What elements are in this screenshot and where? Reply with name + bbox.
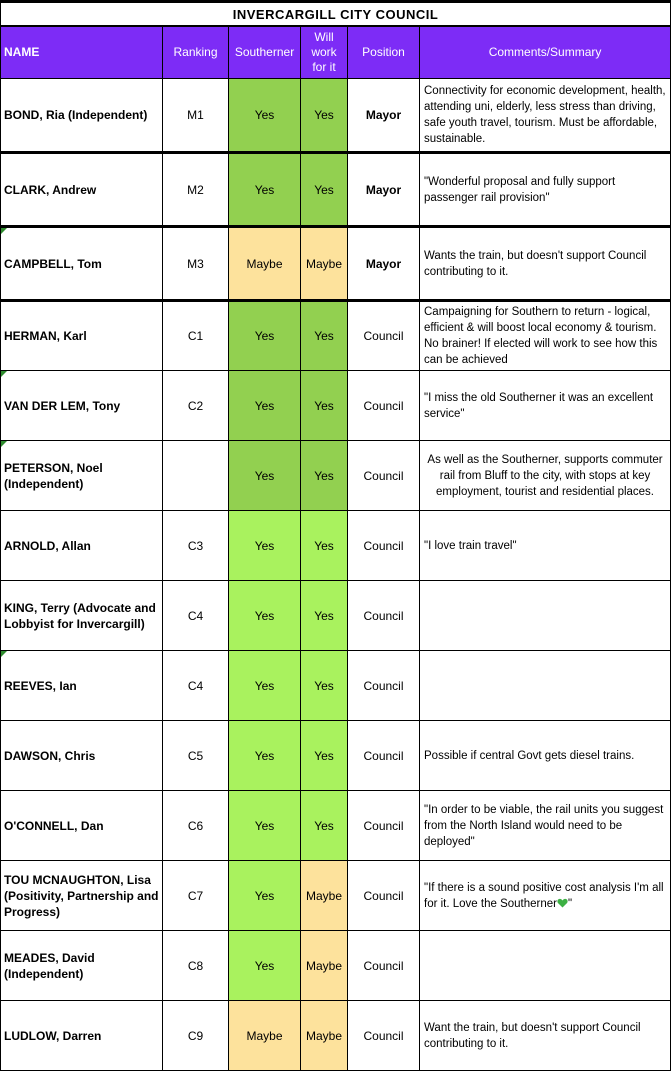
ranking-cell: C3 [163,511,229,581]
comment-cell: "Wonderful proposal and fully support passenger rail provision" [420,153,671,227]
position-cell: Mayor [348,79,420,153]
southerner-cell: Yes [229,153,301,227]
candidate-name: O'CONNELL, Dan [1,791,163,861]
table-row [1,721,671,791]
southerner-cell: Yes [229,861,301,931]
header-ranking: Ranking [163,26,229,79]
ranking-cell: C9 [163,1001,229,1071]
header-position: Position [348,26,420,79]
comment-cell: Possible if central Govt gets diesel trains. [420,721,671,791]
table-row [1,441,671,511]
comment-cell: "In order to be viable, the rail units you suggest from the North Island would need to be deployed" [420,791,671,861]
will-work-cell: Yes [301,791,348,861]
table-row [1,371,671,441]
header-comments: Comments/Summary [420,26,671,79]
will-work-cell: Yes [301,153,348,227]
will-work-cell: Yes [301,301,348,371]
southerner-cell: Yes [229,79,301,153]
ranking-cell: M2 [163,153,229,227]
comment-cell: Connectivity for economic development, health, attending uni, elderly, less stress than driving, safe youth travel, tourism. Must be affordable, sustainable. [420,79,671,153]
southerner-cell: Yes [229,651,301,721]
candidate-name: ARNOLD, Allan [1,511,163,581]
southerner-cell: Yes [229,511,301,581]
will-work-cell: Yes [301,581,348,651]
position-cell: Council [348,511,420,581]
will-work-cell: Maybe [301,931,348,1001]
candidate-name: CLARK, Andrew [1,153,163,227]
will-work-cell: Maybe [301,227,348,301]
comment-cell [420,861,671,931]
position-cell: Council [348,791,420,861]
will-work-cell: Yes [301,651,348,721]
will-work-cell: Maybe [301,1001,348,1071]
position-cell: Council [348,931,420,1001]
candidate-name: HERMAN, Karl [1,301,163,371]
will-work-cell: Yes [301,79,348,153]
position-cell: Council [348,371,420,441]
comment-cell: "I miss the old Southerner it was an excellent service" [420,371,671,441]
will-work-cell: Maybe [301,861,348,931]
ranking-cell [163,441,229,511]
table-row [1,79,671,153]
comment-text: "If there is a sound positive cost analysis I'm all for it. Love the Southerner [424,881,664,910]
candidate-name: BOND, Ria (Independent) [1,79,163,153]
position-cell: Council [348,301,420,371]
sheet-title: INVERCARGILL CITY COUNCIL [1,2,671,27]
ranking-cell: C7 [163,861,229,931]
southerner-cell: Yes [229,791,301,861]
table-row [1,861,671,931]
candidate-name: DAWSON, Chris [1,721,163,791]
comment-cell: Want the train, but doesn't support Council contributing to it. [420,1001,671,1071]
green-heart-icon [557,898,568,908]
ranking-cell: C6 [163,791,229,861]
position-cell: Council [348,441,420,511]
candidate-name: LUDLOW, Darren [1,1001,163,1071]
comment-cell: As well as the Southerner, supports commuter rail from Bluff to the city, with stops at key employment, tourist and residential places. [420,441,671,511]
candidate-name: REEVES, Ian [1,651,163,721]
table-row [1,153,671,227]
table-row [1,931,671,1001]
candidate-name: KING, Terry (Advocate and Lobbyist for Invercargill) [1,581,163,651]
comment-cell: "I love train travel" [420,511,671,581]
header-southerner: Southerner [229,26,301,79]
comment-text-end: " [567,897,573,910]
will-work-cell: Yes [301,721,348,791]
header-name: NAME [1,26,163,79]
ranking-cell: M1 [163,79,229,153]
southerner-cell: Yes [229,301,301,371]
ranking-cell: C2 [163,371,229,441]
ranking-cell: C4 [163,651,229,721]
table-row [1,511,671,581]
table-row [1,651,671,721]
will-work-cell: Yes [301,441,348,511]
ranking-cell: C4 [163,581,229,651]
table-row [1,227,671,301]
southerner-cell: Yes [229,371,301,441]
position-cell: Council [348,861,420,931]
candidate-name: CAMPBELL, Tom [1,227,163,301]
position-cell: Council [348,581,420,651]
position-cell: Council [348,651,420,721]
candidate-name: TOU MCNAUGHTON, Lisa (Positivity, Partnership and Progress) [1,861,163,931]
position-cell: Council [348,721,420,791]
comment-cell [420,581,671,651]
southerner-cell: Maybe [229,1001,301,1071]
position-cell: Council [348,1001,420,1071]
table-row [1,581,671,651]
comment-cell [420,931,671,1001]
southerner-cell: Yes [229,931,301,1001]
candidate-name: PETERSON, Noel (Independent) [1,441,163,511]
southerner-cell: Yes [229,581,301,651]
comment-cell: Wants the train, but doesn't support Council contributing to it. [420,227,671,301]
candidate-name: MEADES, David (Independent) [1,931,163,1001]
position-cell: Mayor [348,227,420,301]
will-work-cell: Yes [301,371,348,441]
will-work-cell: Yes [301,511,348,581]
header-row [1,26,671,79]
comment-cell: Campaigning for Southern to return - logical, efficient & will boost local economy & tourism. No brainer! If elected will work to see how this can be achieved [420,301,671,371]
table-row [1,301,671,371]
ranking-cell: C1 [163,301,229,371]
table-row [1,1001,671,1071]
ranking-cell: M3 [163,227,229,301]
southerner-cell: Yes [229,441,301,511]
ranking-cell: C8 [163,931,229,1001]
candidate-name: VAN DER LEM, Tony [1,371,163,441]
southerner-cell: Maybe [229,227,301,301]
table-row [1,791,671,861]
southerner-cell: Yes [229,721,301,791]
ranking-cell: C5 [163,721,229,791]
position-cell: Mayor [348,153,420,227]
header-will-work: Will work for it [301,26,348,79]
comment-cell [420,651,671,721]
